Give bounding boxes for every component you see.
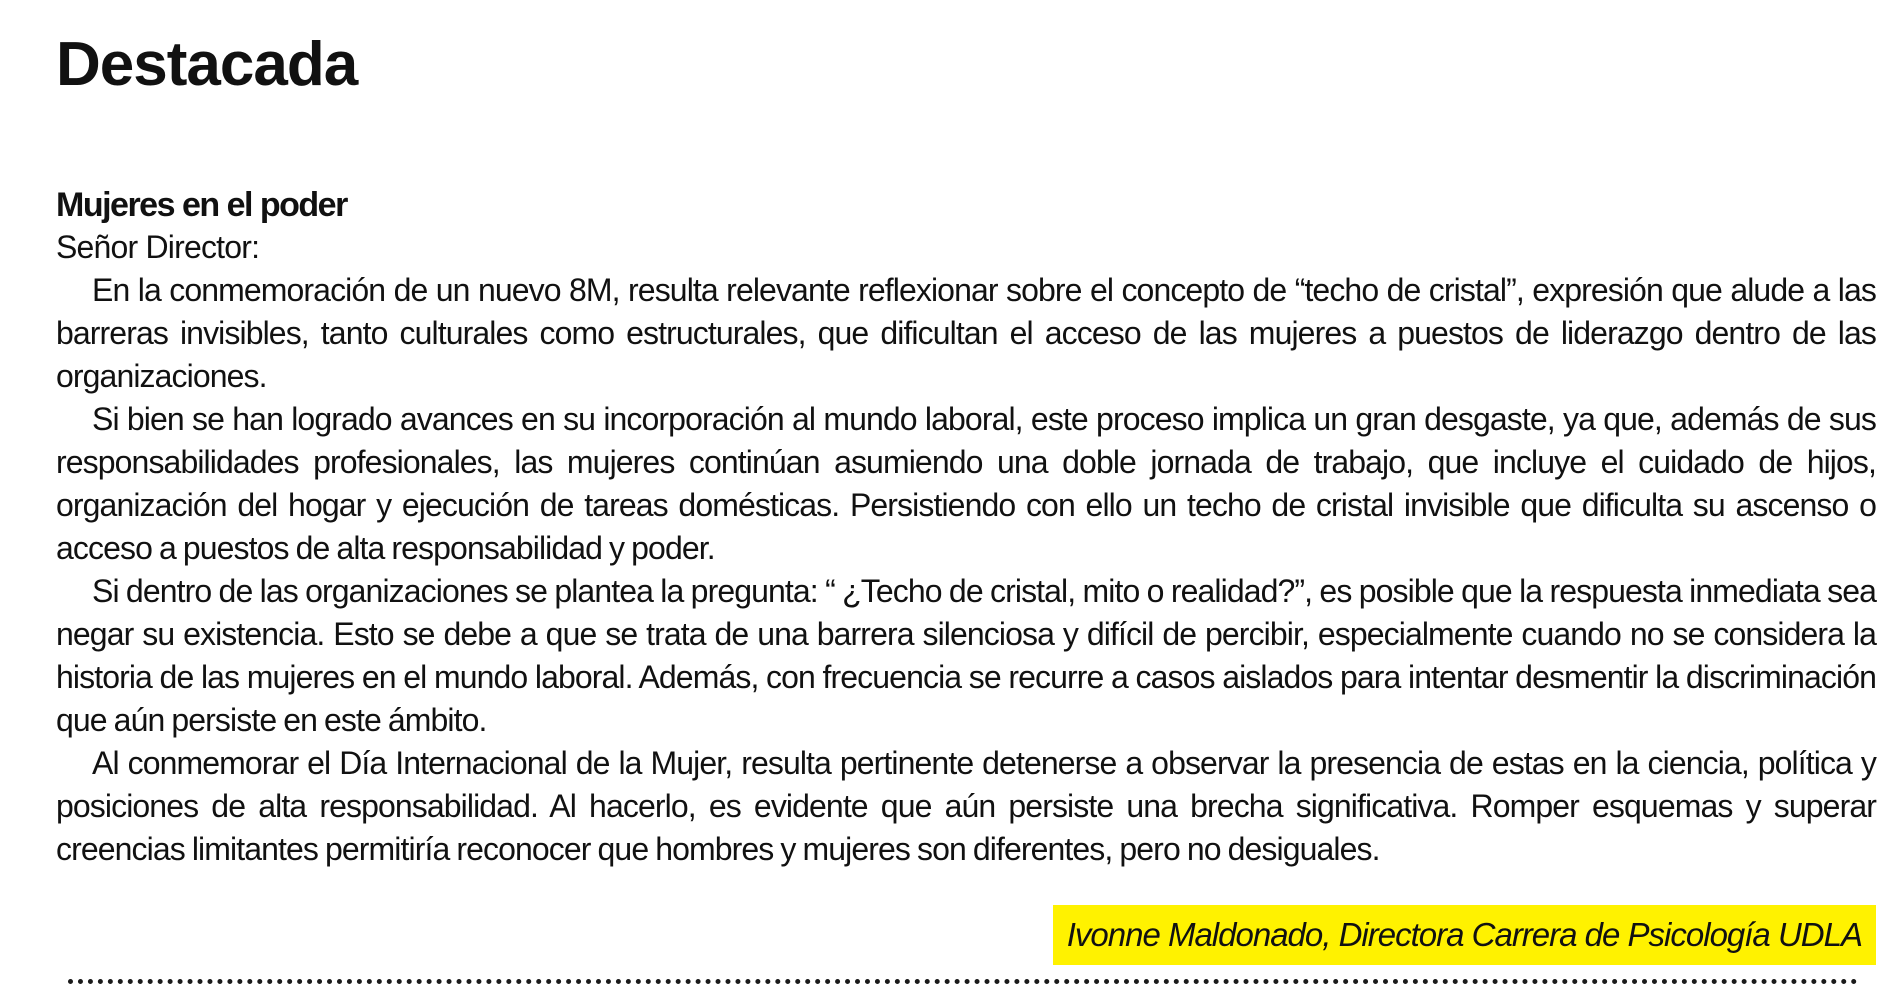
letter-paragraph-4: Al conmemorar el Día Internacional de la Mujer, resulta pertinente detenerse a observar la presencia de estas en la ciencia, política y posiciones de alta responsabilidad. Al hacerlo, es evidente que aún persiste una brecha significativa. Romper esquemas y superar creencias limitantes permitiría reconocer que hombres y mujeres son diferentes, pero no desiguales. bbox=[56, 745, 1876, 868]
section-title: Destacada bbox=[56, 30, 358, 99]
letter-paragraph-3: Si dentro de las organizaciones se plantea la pregunta: “ ¿Techo de cristal, mito o realidad?”, es posible que la respuesta inmediata sea negar su existencia. Esto se debe a que se trata de una barrera silenciosa y difícil de percibir, especialmente cuando no se considera la historia de las mujeres en el mundo laboral. Además, con frecuencia se recurre a casos aislados para intentar desmentir la discriminación que aún persiste en este ámbito. bbox=[56, 573, 1876, 739]
letter-paragraph-2: Si bien se han logrado avances en su incorporación al mundo laboral, este proceso implica un gran desgaste, ya que, además de sus responsabilidades profesionales, las mujeres continúan asumiendo una doble jornada de trabajo, que incluye el cuidado de hijos, organización del hogar y ejecución de tareas domésticas. Persistiendo con ello un techo de cristal invisible que dificulta su ascenso o acceso a puestos de alta responsabilidad y poder. bbox=[56, 401, 1876, 567]
signature-row bbox=[56, 905, 1876, 965]
letter-signature: Ivonne Maldonado, Directora Carrera de Psicología UDLA bbox=[1053, 905, 1876, 965]
dotted-divider bbox=[68, 979, 1858, 984]
letter-to-editor bbox=[56, 184, 1876, 965]
letter-salutation: Señor Director: bbox=[56, 229, 260, 266]
letter-paragraph-1: En la conmemoración de un nuevo 8M, resulta relevante reflexionar sobre el concepto de “techo de cristal”, expresión que alude a las barreras invisibles, tanto culturales como estructurales, que dificultan el acceso de las mujeres a puestos de liderazgo dentro de las organizaciones. bbox=[56, 272, 1876, 395]
letter-title: Mujeres en el poder bbox=[56, 186, 347, 225]
page bbox=[56, 28, 1876, 984]
